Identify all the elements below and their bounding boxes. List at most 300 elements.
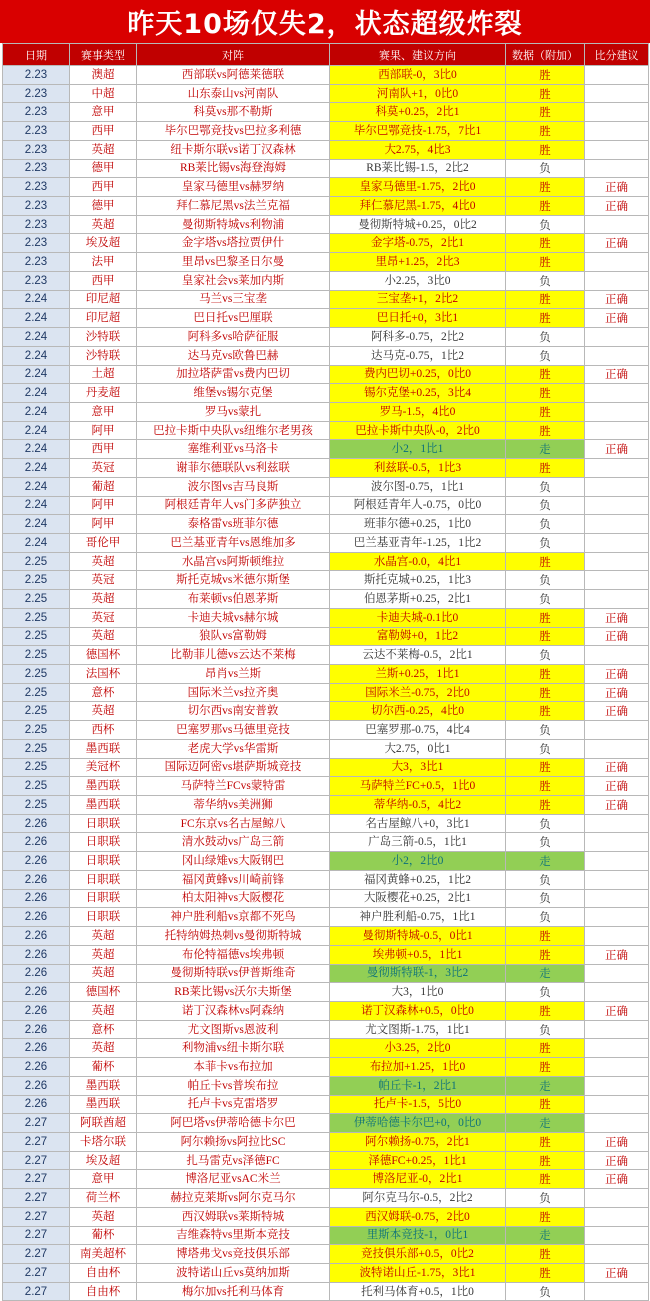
cell-league: 西甲 [70, 122, 137, 141]
table-row [3, 122, 649, 141]
table-row [3, 328, 649, 347]
cell-league: 墨西联 [70, 1076, 137, 1095]
cell-match: 福冈黄蜂vs川崎前锋 [137, 870, 330, 889]
cell-match: 波尔图vs吉马良斯 [137, 477, 330, 496]
cell-outcome: 胜 [506, 103, 585, 122]
cell-date: 2.25 [3, 758, 70, 777]
cell-outcome: 胜 [506, 1170, 585, 1189]
cell-score-tip [585, 103, 649, 122]
cell-match: 巴拉卡斯中央队vs纽维尔老男孩 [137, 421, 330, 440]
table-row [3, 197, 649, 216]
cell-pick-result: 毕尔巴鄂竞技-1.75，7比1 [330, 122, 506, 141]
cell-score-tip [585, 496, 649, 515]
cell-outcome: 胜 [506, 384, 585, 403]
cell-pick-result: 广岛三箭-0.5，1比1 [330, 833, 506, 852]
cell-pick-result: 诺丁汉森林+0.5，0比0 [330, 1001, 506, 1020]
cell-score-tip [585, 84, 649, 103]
cell-league: 英超 [70, 702, 137, 721]
table-row [3, 290, 649, 309]
cell-pick-result: 兰斯+0.25，1比1 [330, 665, 506, 684]
cell-match: 布伦特福德vs埃弗顿 [137, 945, 330, 964]
cell-score-tip: 正确 [585, 1264, 649, 1283]
cell-pick-result: 尤文图斯-1.75，1比1 [330, 1020, 506, 1039]
cell-pick-result: 大2.75，0比1 [330, 739, 506, 758]
cell-score-tip [585, 384, 649, 403]
cell-date: 2.25 [3, 627, 70, 646]
cell-league: 英超 [70, 927, 137, 946]
cell-date: 2.27 [3, 1189, 70, 1208]
cell-date: 2.26 [3, 983, 70, 1002]
cell-league: 英超 [70, 1207, 137, 1226]
cell-match: 马兰vs三宝垄 [137, 290, 330, 309]
table-row [3, 721, 649, 740]
table-row [3, 1001, 649, 1020]
cell-pick-result: 费内巴切+0.25，0比0 [330, 365, 506, 384]
cell-outcome: 胜 [506, 552, 585, 571]
cell-score-tip [585, 983, 649, 1002]
cell-match: 曼彻斯特联vs伊普斯维奇 [137, 964, 330, 983]
cell-pick-result: 大2.75，4比3 [330, 140, 506, 159]
cell-outcome: 胜 [506, 140, 585, 159]
cell-score-tip [585, 571, 649, 590]
header-result-pick: 赛果、建议方向 [330, 44, 506, 66]
table-row [3, 421, 649, 440]
cell-score-tip [585, 140, 649, 159]
cell-league: 德国杯 [70, 646, 137, 665]
table-row [3, 1076, 649, 1095]
cell-pick-result: 斯托克城+0.25，1比3 [330, 571, 506, 590]
header-league: 赛事类型 [70, 44, 137, 66]
cell-date: 2.24 [3, 496, 70, 515]
cell-match: 科莫vs那不勒斯 [137, 103, 330, 122]
table-row [3, 665, 649, 684]
cell-league: 土超 [70, 365, 137, 384]
cell-league: 英超 [70, 1001, 137, 1020]
cell-match: 蒂华纳vs美洲狮 [137, 796, 330, 815]
cell-date: 2.26 [3, 833, 70, 852]
cell-score-tip [585, 908, 649, 927]
cell-pick-result: 帕丘卡-1，2比1 [330, 1076, 506, 1095]
cell-league: 印尼超 [70, 309, 137, 328]
cell-league: 英超 [70, 140, 137, 159]
cell-date: 2.27 [3, 1170, 70, 1189]
cell-pick-result: 切尔西-0.25，4比0 [330, 702, 506, 721]
cell-pick-result: 巴日托+0，3比1 [330, 309, 506, 328]
table-row [3, 346, 649, 365]
cell-league: 墨西联 [70, 1095, 137, 1114]
cell-date: 2.24 [3, 365, 70, 384]
cell-score-tip [585, 1039, 649, 1058]
cell-outcome: 胜 [506, 1245, 585, 1264]
cell-score-tip: 正确 [585, 702, 649, 721]
header-match: 对阵 [137, 44, 330, 66]
cell-date: 2.26 [3, 1095, 70, 1114]
cell-pick-result: 托卢卡-1.5，5比0 [330, 1095, 506, 1114]
cell-league: 葡杯 [70, 1058, 137, 1077]
cell-outcome: 胜 [506, 627, 585, 646]
cell-match: 国际米兰vs拉齐奥 [137, 683, 330, 702]
cell-date: 2.25 [3, 665, 70, 684]
cell-league: 法甲 [70, 253, 137, 272]
cell-outcome: 负 [506, 983, 585, 1002]
cell-pick-result: 名古屋鲸八+0，3比1 [330, 814, 506, 833]
cell-pick-result: 利兹联-0.5，1比3 [330, 459, 506, 478]
cell-score-tip: 正确 [585, 796, 649, 815]
table-row [3, 271, 649, 290]
table-row [3, 402, 649, 421]
cell-match: 巴塞罗那vs马德里竞技 [137, 721, 330, 740]
cell-match: 泰格雷vs班菲尔德 [137, 515, 330, 534]
cell-pick-result: 蒂华纳-0.5，4比2 [330, 796, 506, 815]
table-row [3, 1170, 649, 1189]
cell-date: 2.25 [3, 552, 70, 571]
cell-outcome: 胜 [506, 683, 585, 702]
cell-league: 南美超杯 [70, 1245, 137, 1264]
cell-outcome: 负 [506, 739, 585, 758]
table-row [3, 140, 649, 159]
cell-score-tip [585, 833, 649, 852]
cell-pick-result: RB莱比锡-1.5，2比2 [330, 159, 506, 178]
cell-outcome: 负 [506, 533, 585, 552]
table-row [3, 440, 649, 459]
cell-match: 博洛尼亚vsAC米兰 [137, 1170, 330, 1189]
table-row [3, 1095, 649, 1114]
table-row [3, 496, 649, 515]
table-row [3, 908, 649, 927]
cell-outcome: 走 [506, 1226, 585, 1245]
cell-pick-result: 里斯本竞技-1，0比1 [330, 1226, 506, 1245]
cell-outcome: 负 [506, 590, 585, 609]
cell-match: 维堡vs锡尔克堡 [137, 384, 330, 403]
cell-date: 2.25 [3, 683, 70, 702]
cell-score-tip [585, 1114, 649, 1133]
cell-score-tip [585, 253, 649, 272]
cell-league: 日职联 [70, 870, 137, 889]
cell-outcome: 走 [506, 964, 585, 983]
cell-score-tip [585, 459, 649, 478]
table-row [3, 646, 649, 665]
cell-pick-result: 小3.25，2比0 [330, 1039, 506, 1058]
cell-date: 2.24 [3, 290, 70, 309]
cell-outcome: 胜 [506, 178, 585, 197]
cell-date: 2.24 [3, 440, 70, 459]
cell-outcome: 负 [506, 870, 585, 889]
cell-pick-result: 西部联-0，3比0 [330, 66, 506, 85]
cell-outcome: 胜 [506, 1207, 585, 1226]
cell-date: 2.24 [3, 309, 70, 328]
cell-match: 托特纳姆热刺vs曼彻斯特城 [137, 927, 330, 946]
cell-pick-result: 阿尔赖扬-0.75，2比1 [330, 1132, 506, 1151]
cell-date: 2.26 [3, 1076, 70, 1095]
cell-match: 切尔西vs南安普敦 [137, 702, 330, 721]
header-data: 数据（附加） [506, 44, 585, 66]
cell-outcome: 走 [506, 1114, 585, 1133]
table-row [3, 814, 649, 833]
cell-league: 澳超 [70, 66, 137, 85]
cell-pick-result: 大阪樱花+0.25，2比1 [330, 889, 506, 908]
cell-score-tip: 正确 [585, 683, 649, 702]
cell-match: 比勒菲儿德vs云达不莱梅 [137, 646, 330, 665]
cell-pick-result: 布拉加+1.25，1比0 [330, 1058, 506, 1077]
table-row [3, 1189, 649, 1208]
cell-date: 2.23 [3, 140, 70, 159]
cell-score-tip [585, 1282, 649, 1301]
cell-match: 加拉塔萨雷vs费内巴切 [137, 365, 330, 384]
cell-match: RB莱比锡vs沃尔夫斯堡 [137, 983, 330, 1002]
cell-score-tip: 正确 [585, 665, 649, 684]
cell-outcome: 负 [506, 496, 585, 515]
cell-date: 2.26 [3, 1039, 70, 1058]
table-row [3, 964, 649, 983]
cell-outcome: 负 [506, 1282, 585, 1301]
cell-match: 博塔弗戈vs竞技俱乐部 [137, 1245, 330, 1264]
cell-date: 2.23 [3, 197, 70, 216]
cell-match: 金字塔vs塔拉贾伊什 [137, 234, 330, 253]
cell-pick-result: 福冈黄蜂+0.25，1比2 [330, 870, 506, 889]
cell-league: 葡杯 [70, 1226, 137, 1245]
cell-match: 皇家马德里vs赫罗纳 [137, 178, 330, 197]
cell-league: 美冠杯 [70, 758, 137, 777]
cell-outcome: 胜 [506, 758, 585, 777]
cell-league: 英冠 [70, 571, 137, 590]
cell-date: 2.23 [3, 122, 70, 141]
cell-date: 2.27 [3, 1151, 70, 1170]
cell-pick-result: 皇家马德里-1.75，2比0 [330, 178, 506, 197]
cell-score-tip [585, 1095, 649, 1114]
table-row [3, 459, 649, 478]
cell-outcome: 胜 [506, 927, 585, 946]
cell-outcome: 负 [506, 1020, 585, 1039]
cell-outcome: 胜 [506, 796, 585, 815]
cell-outcome: 胜 [506, 309, 585, 328]
cell-date: 2.24 [3, 421, 70, 440]
table-row [3, 758, 649, 777]
cell-date: 2.25 [3, 796, 70, 815]
cell-outcome: 负 [506, 571, 585, 590]
results-table [2, 43, 649, 1301]
cell-date: 2.24 [3, 402, 70, 421]
cell-pick-result: 曼彻斯特联-1，3比2 [330, 964, 506, 983]
cell-outcome: 胜 [506, 1264, 585, 1283]
cell-score-tip [585, 927, 649, 946]
cell-pick-result: 伊蒂哈德卡尔巴+0，0比0 [330, 1114, 506, 1133]
cell-pick-result: 伯恩茅斯+0.25，2比1 [330, 590, 506, 609]
cell-outcome: 胜 [506, 66, 585, 85]
table-row [3, 702, 649, 721]
cell-outcome: 胜 [506, 1095, 585, 1114]
table-row [3, 590, 649, 609]
cell-outcome: 胜 [506, 702, 585, 721]
cell-match: 利物浦vs纽卡斯尔联 [137, 1039, 330, 1058]
cell-score-tip [585, 964, 649, 983]
cell-score-tip [585, 215, 649, 234]
cell-league: 沙特联 [70, 328, 137, 347]
cell-league: 日职联 [70, 833, 137, 852]
cell-match: 昂肖vs兰斯 [137, 665, 330, 684]
table-row [3, 1020, 649, 1039]
cell-match: 国际迈阿密vs堪萨斯城竞技 [137, 758, 330, 777]
cell-pick-result: 大3，1比0 [330, 983, 506, 1002]
cell-date: 2.23 [3, 271, 70, 290]
cell-match: 巴日托vs巴厘联 [137, 309, 330, 328]
cell-match: 皇家社会vs莱加内斯 [137, 271, 330, 290]
cell-score-tip [585, 159, 649, 178]
cell-outcome: 负 [506, 1189, 585, 1208]
cell-score-tip [585, 552, 649, 571]
cell-pick-result: 阿科多-0.75，2比2 [330, 328, 506, 347]
cell-date: 2.26 [3, 870, 70, 889]
cell-match: 水晶宫vs阿斯顿维拉 [137, 552, 330, 571]
table-row [3, 178, 649, 197]
cell-league: 英超 [70, 590, 137, 609]
cell-outcome: 负 [506, 889, 585, 908]
table-row [3, 515, 649, 534]
cell-pick-result: 云达不莱梅-0.5，2比1 [330, 646, 506, 665]
cell-score-tip [585, 346, 649, 365]
cell-league: 阿甲 [70, 515, 137, 534]
cell-league: 西甲 [70, 271, 137, 290]
cell-pick-result: 小2，2比0 [330, 852, 506, 871]
cell-outcome: 胜 [506, 421, 585, 440]
cell-score-tip [585, 66, 649, 85]
cell-pick-result: 科莫+0.25，2比1 [330, 103, 506, 122]
cell-score-tip: 正确 [585, 234, 649, 253]
cell-date: 2.24 [3, 533, 70, 552]
cell-date: 2.27 [3, 1282, 70, 1301]
cell-match: 波特诺山丘vs莫纳加斯 [137, 1264, 330, 1283]
cell-date: 2.27 [3, 1264, 70, 1283]
cell-score-tip: 正确 [585, 365, 649, 384]
cell-score-tip [585, 1058, 649, 1077]
cell-league: 埃及超 [70, 234, 137, 253]
page-title: 昨天10场仅失2，状态超级炸裂 [0, 0, 650, 43]
cell-match: 神户胜利船vs京都不死鸟 [137, 908, 330, 927]
cell-league: 丹麦超 [70, 384, 137, 403]
cell-pick-result: 巴兰基亚青年-1.25，1比2 [330, 533, 506, 552]
cell-date: 2.24 [3, 328, 70, 347]
cell-league: 自由杯 [70, 1282, 137, 1301]
cell-match: 斯托克城vs米德尔斯堡 [137, 571, 330, 590]
cell-score-tip: 正确 [585, 1151, 649, 1170]
cell-date: 2.26 [3, 1020, 70, 1039]
cell-match: 清水鼓动vs广岛三箭 [137, 833, 330, 852]
cell-match: 吉维森特vs里斯本竞技 [137, 1226, 330, 1245]
cell-pick-result: 国际米兰-0.75，2比0 [330, 683, 506, 702]
cell-score-tip: 正确 [585, 178, 649, 197]
cell-league: 英超 [70, 945, 137, 964]
cell-match: 曼彻斯特城vs利物浦 [137, 215, 330, 234]
cell-league: 德国杯 [70, 983, 137, 1002]
table-row [3, 796, 649, 815]
cell-score-tip [585, 721, 649, 740]
cell-outcome: 负 [506, 346, 585, 365]
cell-match: 西部联vs阿德莱德联 [137, 66, 330, 85]
table-row [3, 1245, 649, 1264]
cell-league: 印尼超 [70, 290, 137, 309]
cell-score-tip [585, 1226, 649, 1245]
cell-league: 西杯 [70, 721, 137, 740]
cell-outcome: 胜 [506, 777, 585, 796]
cell-date: 2.27 [3, 1226, 70, 1245]
cell-date: 2.23 [3, 66, 70, 85]
cell-date: 2.25 [3, 777, 70, 796]
cell-league: 西甲 [70, 178, 137, 197]
table-row [3, 66, 649, 85]
cell-pick-result: 拜仁慕尼黑-1.75，4比0 [330, 197, 506, 216]
cell-date: 2.27 [3, 1207, 70, 1226]
cell-match: 冈山绿雉vs大阪钢巴 [137, 852, 330, 871]
cell-league: 德甲 [70, 197, 137, 216]
table-row [3, 84, 649, 103]
cell-match: 拜仁慕尼黑vs法兰克福 [137, 197, 330, 216]
table-row [3, 365, 649, 384]
cell-pick-result: 阿根廷青年人-0.75，0比0 [330, 496, 506, 515]
cell-match: 扎马雷克vs泽德FC [137, 1151, 330, 1170]
table-header-row [3, 44, 649, 66]
cell-outcome: 胜 [506, 945, 585, 964]
cell-match: FC东京vs名古屋鲸八 [137, 814, 330, 833]
cell-pick-result: 神户胜利船-0.75，1比1 [330, 908, 506, 927]
cell-pick-result: 大3，3比1 [330, 758, 506, 777]
cell-league: 荷兰杯 [70, 1189, 137, 1208]
cell-outcome: 胜 [506, 608, 585, 627]
cell-date: 2.23 [3, 234, 70, 253]
cell-date: 2.26 [3, 945, 70, 964]
cell-league: 英超 [70, 627, 137, 646]
cell-date: 2.25 [3, 590, 70, 609]
cell-score-tip [585, 870, 649, 889]
table-row [3, 215, 649, 234]
cell-score-tip [585, 1189, 649, 1208]
cell-score-tip: 正确 [585, 1001, 649, 1020]
table-row [3, 1039, 649, 1058]
cell-league: 意杯 [70, 683, 137, 702]
cell-match: 布莱顿vs伯恩茅斯 [137, 590, 330, 609]
cell-date: 2.25 [3, 702, 70, 721]
table-row [3, 870, 649, 889]
cell-date: 2.27 [3, 1114, 70, 1133]
cell-outcome: 胜 [506, 84, 585, 103]
cell-pick-result: 金字塔-0.75，2比1 [330, 234, 506, 253]
cell-pick-result: 马萨特兰FC+0.5，1比0 [330, 777, 506, 796]
cell-match: RB莱比锡vs海登海姆 [137, 159, 330, 178]
cell-score-tip: 正确 [585, 627, 649, 646]
cell-league: 英超 [70, 215, 137, 234]
cell-pick-result: 班菲尔德+0.25，1比0 [330, 515, 506, 534]
cell-league: 自由杯 [70, 1264, 137, 1283]
cell-score-tip: 正确 [585, 1132, 649, 1151]
cell-league: 意杯 [70, 1020, 137, 1039]
cell-outcome: 胜 [506, 665, 585, 684]
cell-league: 埃及超 [70, 1151, 137, 1170]
cell-outcome: 负 [506, 515, 585, 534]
cell-date: 2.27 [3, 1245, 70, 1264]
cell-match: 诺丁汉森林vs阿森纳 [137, 1001, 330, 1020]
cell-date: 2.23 [3, 84, 70, 103]
cell-date: 2.25 [3, 646, 70, 665]
cell-league: 英超 [70, 964, 137, 983]
cell-score-tip [585, 477, 649, 496]
cell-date: 2.24 [3, 459, 70, 478]
cell-score-tip: 正确 [585, 440, 649, 459]
cell-match: 达马克vs欧鲁巴赫 [137, 346, 330, 365]
cell-pick-result: 波尔图-0.75，1比1 [330, 477, 506, 496]
cell-score-tip: 正确 [585, 777, 649, 796]
cell-date: 2.26 [3, 1058, 70, 1077]
cell-pick-result: 波特诺山丘-1.75，3比1 [330, 1264, 506, 1283]
cell-score-tip: 正确 [585, 608, 649, 627]
cell-date: 2.25 [3, 571, 70, 590]
